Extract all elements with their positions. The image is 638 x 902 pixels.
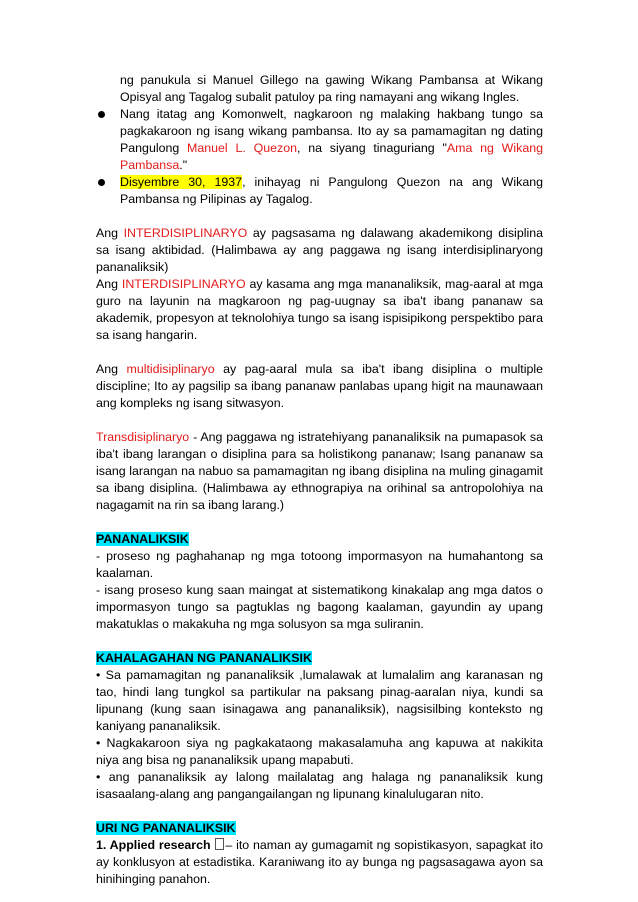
uri-item-1: 1. Applied research – ito naman ay gumagamit ng sopistikasyon, sapagkat ito ay konklusyon at estadistika. Karaniwang ito ay bunga ng pagsasagawa ayon sa hinihinging panahon. — [96, 838, 543, 886]
kahalagahan-item-1: • Sa pamamagitan ng pananaliksik ,lumalawak at lumalalim ang karanasan ng tao, hindi lang tungkol sa partikular na paksang pinag-aaralan niya, kundi sa lipunang (kung saan isinagawa ang pananaliksik), nagsisilbing konteksto ng kaniyang pananaliksik. — [96, 668, 543, 733]
intro-continuation: ng panukula si Manuel Gillego na gawing Wikang Pambansa at Wikang Opisyal ang Tagalog subalit patuloy pa ring namayani ang wikang Ingles. — [120, 73, 543, 104]
kahalagahan-heading: KAHALAGAHAN NG PANANALIKSIK — [96, 651, 312, 665]
bullet-disyembre: Disyembre 30, 1937, inihayag ni Pangulong Quezon na ang Wikang Pambansa ng Pilipinas ay Tagalog. — [96, 174, 543, 208]
transdisiplinaryo-paragraph: Transdisiplinaryo - Ang paggawa ng istratehiyang pananaliksik na pumapasok sa iba't ibang larangan o disiplina para sa holistikong pananaw; Isang pananaw sa isang larangan na nabuo sa pamamagitan ng ibang disiplina na muling ginagamit sa ibang disiplina. (Halimbawa ay ethnograpiya na orihinal sa antropolohiya na nagagamit na rin sa ibang larang.) — [96, 430, 543, 512]
bullet-icon — [98, 111, 105, 118]
applied-research-label: 1. Applied research — [96, 838, 215, 852]
multidisiplinaryo-paragraph: Ang multidisiplinaryo ay pag-aaral mula sa iba't ibang disiplina o multiple discipline; Ito ay pagsilip sa ibang pananaw panlabas upang higit na maunawaan ang kompleks ng isang sitwasyon. — [96, 362, 543, 410]
pananaliksik-line-1: - proseso ng paghahanap ng mga totoong impormasyon na humahantong sa kaalaman. — [96, 549, 543, 580]
interdisiplinaryo-term: INTERDISIPLINARYO — [121, 277, 246, 291]
interdisiplinaryo-term: INTERDISIPLINARYO — [123, 226, 248, 240]
interdisiplinaryo-paragraph-1: Ang INTERDISIPLINARYO ay pagsasama ng dalawang akademikong disiplina sa isang aktibidad. (Halimbawa ay ang paggawa ng isang interdisiplinaryong pananaliksik) — [96, 226, 543, 274]
multidisiplinaryo-term: multidisiplinaryo — [126, 362, 215, 376]
ama-title: Ama ng Wikang Pambansa — [120, 141, 543, 172]
transdisiplinaryo-term: Transdisiplinaryo — [96, 430, 190, 444]
pananaliksik-line-2: - isang proseso kung saan maingat at sistematikong kinakalap ang mga datos o impormasyon tungo sa pagtuklas ng bagong kaalaman, gayundin ay upang makatuklas o makakuha ng mga solusyon sa mga suliranin. — [96, 583, 543, 631]
missing-glyph-icon — [215, 838, 224, 850]
kahalagahan-item-2: • Nagkakaroon siya ng pagkakataong makasalamuha ang kapuwa at nakikita niya ang bisa ng pananaliksik upang mapabuti. — [96, 736, 543, 767]
document-page — [96, 72, 543, 888]
highlighted-date: Disyembre 30, 1937 — [120, 175, 243, 189]
pananaliksik-heading: PANANALIKSIK — [96, 532, 189, 546]
quezon-name: Manuel L. Quezon — [187, 141, 297, 155]
uri-heading: URI NG PANANALIKSIK — [96, 821, 236, 835]
interdisiplinaryo-paragraph-2: Ang INTERDISIPLINARYO ay kasama ang mga mananaliksik, mag-aaral at mga guro na layunin na magkaroon ng pag-uugnay sa iba't ibang pananaw sa akademik, propesyon at teknolohiya tungo sa isang ispisipikong perspektibo para sa isang hangarin. — [96, 277, 543, 342]
kahalagahan-item-3: • ang pananaliksik ay lalong mailalatag ang halaga ng pananaliksik kung isasaalang-alang ang pangangailangan ng lipunang kinalulugaran nito. — [96, 770, 543, 801]
bullet-komonwelt: Nang itatag ang Komonwelt, nagkaroon ng malaking hakbang tungo sa pagkakaroon ng isang wikang pambansa. Ito ay sa pamamagitan ng dating Pangulong Manuel L. Quezon, na siyang tinaguriang "Ama ng Wikang Pambansa." — [96, 106, 543, 174]
bullet-icon — [98, 179, 105, 186]
